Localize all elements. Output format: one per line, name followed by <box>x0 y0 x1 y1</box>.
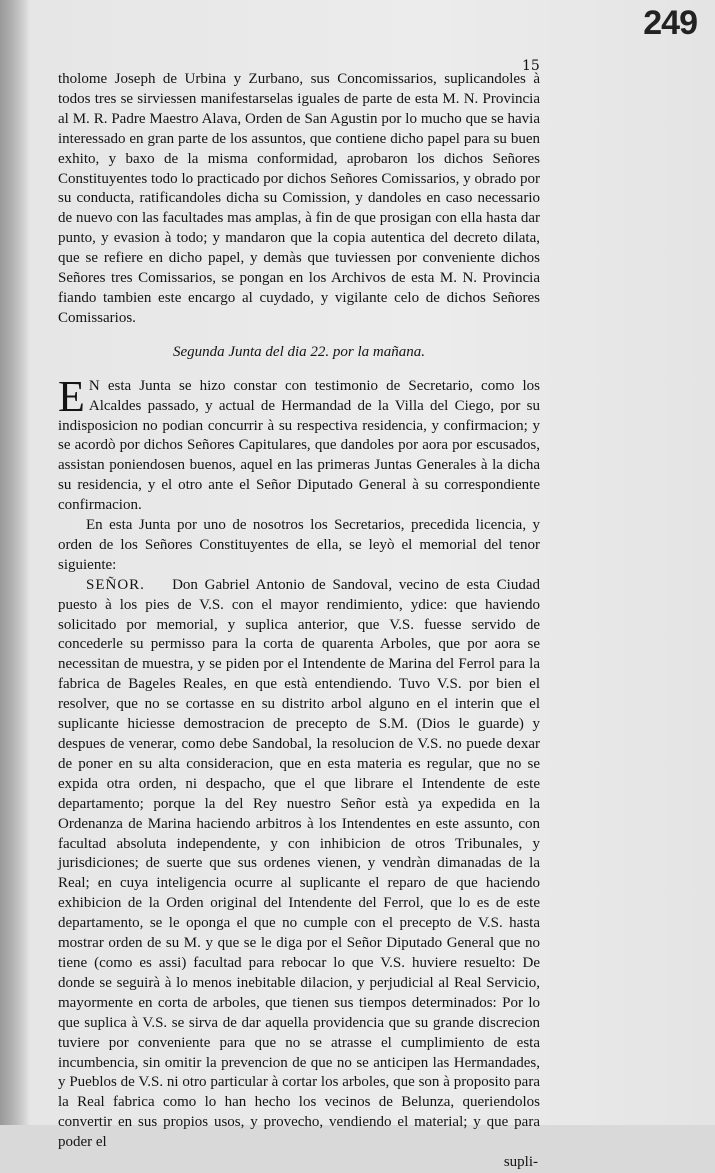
memorial-salutation: SEÑOR. <box>86 576 145 593</box>
paragraph-3: En esta Junta por uno de nosotros los Secretarios, precedida licencia, y orden de los Señores Constituyentes de ella, se leyò el memorial del tenor siguiente: <box>58 517 540 573</box>
binding-shadow <box>0 0 30 1125</box>
section-heading: Segunda Junta del dia 22. por la mañana. <box>172 343 426 360</box>
paragraph-1: tholome Joseph de Urbina y Zurbano, sus Concomissarios, suplicandoles à todos tres se sirviessen manifestarselas iguales de parte de esta M. N. Provincia al M. R. Padre Maestro Alava, Orden de San Agustin por lo mucho que se havia interessado en gran parte de los assuntos, que contiene dicho papel para su buen exhito, y baxo de la misma conformidad, aprobaron los dichos Señores Constituyentes todo lo practicado por dichos Señores Comissarios, y obrado por su conducta, ratificandoles dicha su Comission, y dandoles en caso necessario de nuevo con las facultades mas amplas, à fin de que prosigan con ella hasta dar punto, y evasion à todo; y mandaron que la copia autentica del decreto dilata, que se refiere en dicho papel, y demàs que tuviessen por conveniente dichos Señores tres Comissarios, se pongan en los Archivos de esta M. N. Provincia fiando tambien este encargo al cuydado, y vigilante celo de dichos Señores Comissarios. <box>58 71 540 326</box>
folio-number: 249 <box>643 4 697 42</box>
paragraph-2-text: N esta Junta se hizo constar con testimonio de Secretario, como los Alcaldes passado, y actual de Hermandad de la Villa del Ciego, por su indisposicion no podian concurrir à su respectiva residencia, y confirmacion; y se acordò por dichos Señores Capitulares, que dandoles por aora por escusados, assistan poniendosen buenos, aquel en las primeras Juntas Generales à la dicha su residencia, y el otro ante el Señor Diputado General à su correspondiente confirmacion. <box>58 377 540 514</box>
paragraph-4-text: Don Gabriel Antonio de Sandoval, vecino de esta Ciudad puesto à los pies de V.S. con el mayor rendimiento, ydice: que haviendo solicitado por memorial, y suplica anterior, que V.S. fuesse servido de concederle su permisso para la corta de quarenta Arboles, que por aora se necessitan de muestra, y se piden por el Intendente de Marina del Ferrol para la fabrica de Bageles Reales, en que està entendiendo. Tuvo V.S. por bien el resolver, que no se cortasse en su distrito arbol alguno en el interin que el suplicante hiciesse demostracion de precepto de S.M. (Dios le guarde) y despues de venerar, como debe Sandobal, la resolucion de V.S. no puede dexar de poner en su alta consideracion, que en esta materia es regular, que no se expida otra orden, ni despacho, que el que librare el Intendente de este departamento; porque la del Rey nuestro Señor està ya expedida en la Ordenanza de Marina haciendo arbitros à los Intendentes en este assunto, con facultad absoluta independente, y con inhibicion de otros Tribunales, y jurisdiciones; de suerte que sus ordenes vienen, y vendràn dimanadas de la Real; en cuya inteligencia ocurre al suplicante el reparo de que haciendo exhibicion de la Orden original del Intendente del Ferrol, que lo es de este departamento, se le oponga el que no cumple con el precepto de V.S. hasta mostrar orden de su M. y que se le diga por el Señor Diputado General que no tiene (como es assi) facultad para rebocar lo que V.S. huviere resuelto: De donde se seguirà à lo menos inebitable dilacion, y perjudicial al Real Servicio, mayormente en corta de arboles, que tienen sus tiempos determinados: Por lo que suplica à V.S. se sirva de dar aquella providencia que su grande discrecion tuviere por conveniente para que no se atrasse el cumplimiento de esta incumbencia, sin omitir la prevencion de que no se anticipen las Hermandades, y Pueblos de V.S. ni otro particular à cortar los arboles, que son à proposito para la Real fabrica como lo han hecho los vecinos de Belunza, queriendolos convertir en sus propios usos, y provecho, vendiendo el material; y que para poder el <box>58 576 540 1151</box>
paragraph-4 <box>58 576 540 1153</box>
body-text <box>58 70 540 1173</box>
paragraph-2 <box>58 371 540 516</box>
drop-cap-initial: E <box>58 371 85 421</box>
catchword: supli- <box>503 1154 538 1171</box>
page-number: 15 <box>522 58 540 74</box>
